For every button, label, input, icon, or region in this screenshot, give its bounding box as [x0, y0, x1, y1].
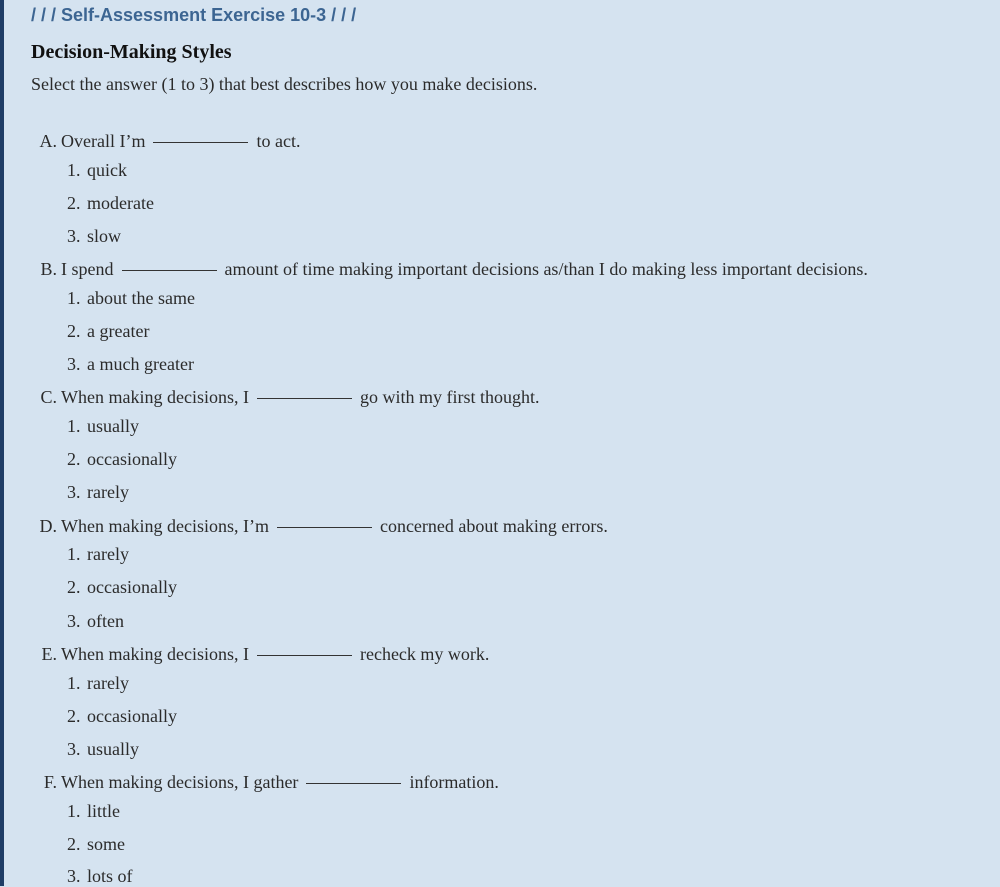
option-item: [67, 834, 125, 855]
instructions-text: Select the answer (1 to 3) that best describes how you make decisions.: [31, 74, 538, 94]
option-text: rarely: [87, 673, 129, 693]
answer-blank: [257, 654, 352, 656]
option-item: [67, 866, 133, 887]
question-letter: B.: [40, 259, 57, 279]
option-number: 3.: [67, 611, 81, 631]
option-item: [67, 673, 129, 694]
question-letter: C.: [40, 387, 57, 407]
option-number: 2.: [67, 834, 81, 854]
question-c: [31, 387, 539, 408]
option-number: 1.: [67, 673, 81, 693]
option-number: 1.: [67, 801, 81, 821]
option-number: 2.: [67, 449, 81, 469]
option-item: [67, 226, 121, 247]
question-a: [31, 131, 300, 152]
question-e: [31, 644, 489, 665]
option-text: a much greater: [87, 354, 194, 374]
option-item: [67, 739, 139, 760]
option-text: about the same: [87, 288, 195, 308]
option-text: moderate: [87, 193, 154, 213]
option-number: 3.: [67, 866, 81, 886]
question-text-before: When making decisions, I: [61, 644, 249, 664]
question-text-after: go with my first thought.: [359, 387, 540, 407]
option-number: 3.: [67, 226, 81, 246]
option-item: [67, 160, 127, 181]
answer-blank: [153, 141, 248, 143]
option-text: lots of: [87, 866, 133, 886]
option-text: occasionally: [87, 706, 177, 726]
question-text-before: Overall I’m: [61, 131, 146, 151]
option-text: a greater: [87, 321, 150, 341]
answer-blank: [122, 269, 217, 271]
option-text: some: [87, 834, 125, 854]
left-accent-bar: [0, 0, 4, 886]
option-item: [67, 321, 149, 342]
option-number: 3.: [67, 482, 81, 502]
page-title: Decision-Making Styles: [31, 41, 232, 63]
option-text: often: [87, 611, 124, 631]
option-item: [67, 577, 177, 598]
option-item: [67, 288, 195, 309]
question-text-after: information.: [409, 772, 499, 792]
question-letter: E.: [41, 644, 57, 664]
option-item: [67, 354, 194, 375]
option-item: [67, 482, 129, 503]
option-number: 2.: [67, 577, 81, 597]
option-text: rarely: [87, 482, 129, 502]
option-item: [67, 449, 177, 470]
option-number: 1.: [67, 544, 81, 564]
option-text: occasionally: [87, 577, 177, 597]
answer-blank: [257, 397, 352, 399]
question-letter: F.: [43, 772, 57, 792]
question-text-before: I spend: [61, 259, 114, 279]
question-text-before: When making decisions, I: [61, 387, 249, 407]
option-text: quick: [87, 160, 127, 180]
option-text: occasionally: [87, 449, 177, 469]
option-text: slow: [87, 226, 122, 246]
option-number: 3.: [67, 354, 81, 374]
option-number: 2.: [67, 321, 81, 341]
question-text-before: When making decisions, I’m: [61, 516, 269, 536]
question-text-after: amount of time making important decisions as/than I do making less important decisions.: [224, 259, 868, 279]
option-text: usually: [87, 416, 139, 436]
option-item: [67, 611, 124, 632]
option-text: usually: [87, 739, 139, 759]
option-text: rarely: [87, 544, 129, 564]
question-letter: A.: [39, 131, 57, 151]
question-letter: D.: [39, 516, 57, 536]
answer-blank: [306, 782, 401, 784]
question-text-after: recheck my work.: [359, 644, 490, 664]
option-item: [67, 193, 154, 214]
option-number: 2.: [67, 706, 81, 726]
answer-blank: [277, 526, 372, 528]
question-b: [31, 259, 868, 280]
option-number: 2.: [67, 193, 81, 213]
question-text-after: concerned about making errors.: [379, 516, 608, 536]
option-item: [67, 706, 177, 727]
exercise-header: / / / Self-Assessment Exercise 10-3 / / /: [31, 5, 357, 25]
question-text-before: When making decisions, I gather: [61, 772, 299, 792]
question-d: [31, 516, 608, 537]
option-number: 1.: [67, 160, 81, 180]
option-number: 1.: [67, 288, 81, 308]
question-text-after: to act.: [256, 131, 301, 151]
option-item: [67, 801, 120, 822]
question-f: [31, 772, 499, 793]
option-item: [67, 416, 139, 437]
option-text: little: [87, 801, 120, 821]
option-number: 1.: [67, 416, 81, 436]
option-number: 3.: [67, 739, 81, 759]
option-item: [67, 544, 129, 565]
